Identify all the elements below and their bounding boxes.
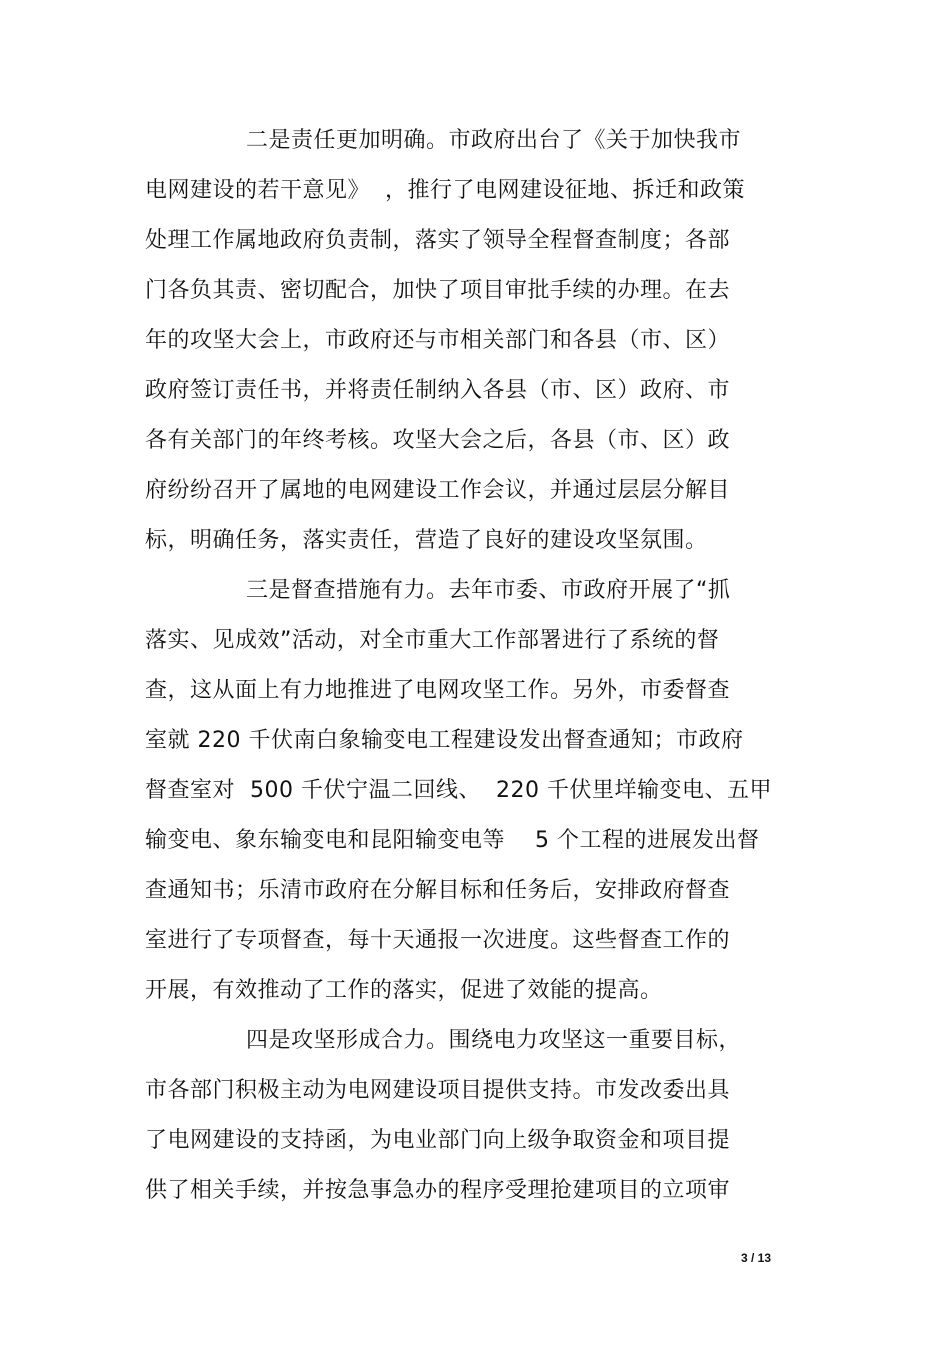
paragraph-line: 门各负其责、密切配合，加快了项目审批手续的办理。在去 bbox=[145, 278, 731, 303]
paragraph-line: 了电网建设的支持函，为电业部门向上级争取资金和项目提 bbox=[145, 1128, 731, 1153]
paragraph-line: 三是督查措施有力。去年市委、市政府开展了“抓 bbox=[246, 578, 731, 603]
paragraph-line: 处理工作属地政府负责制，落实了领导全程督查制度；各部 bbox=[145, 228, 731, 253]
page-number: 3 / 13 bbox=[741, 1251, 772, 1265]
paragraph-line: 二是责任更加明确。市政府出台了《关于加快我市 bbox=[246, 128, 742, 153]
paragraph-line: 查通知书；乐清市政府在分解目标和任务后，安排政府督查 bbox=[145, 878, 731, 903]
paragraph-line: 查，这从面上有力地推进了电网攻坚工作。另外，市委督查 bbox=[145, 678, 731, 703]
paragraph-line: 督查室对 500 千伏宁温二回线、 220 千伏里垟输变电、五甲 bbox=[145, 778, 772, 803]
paragraph-line: 输变电、象东输变电和昆阳输变电等 5 个工程的进展发出督 bbox=[145, 828, 760, 853]
paragraph-line: 标，明确任务，落实责任，营造了良好的建设攻坚氛围。 bbox=[145, 528, 708, 553]
paragraph-line: 电网建设的若干意见》 ，推行了电网建设征地、拆迁和政策 bbox=[145, 178, 745, 203]
paragraph-line: 开展，有效推动了工作的落实，促进了效能的提高。 bbox=[145, 978, 663, 1003]
paragraph-line: 年的攻坚大会上，市政府还与市相关部门和各县（市、区） bbox=[145, 328, 731, 353]
paragraph-line: 室就 220 千伏南白象输变电工程建设发出督查通知；市政府 bbox=[145, 728, 744, 753]
paragraph-line: 四是攻坚形成合力。围绕电力攻坚这一重要目标， bbox=[246, 1028, 742, 1053]
paragraph-line: 各有关部门的年终考核。攻坚大会之后，各县（市、区）政 bbox=[145, 428, 731, 453]
paragraph-line: 政府签订责任书，并将责任制纳入各县（市、区）政府、市 bbox=[145, 378, 731, 403]
paragraph-line: 落实、见成效”活动，对全市重大工作部署进行了系统的督 bbox=[145, 628, 720, 653]
paragraph-line: 室进行了专项督查，每十天通报一次进度。这些督查工作的 bbox=[145, 928, 731, 953]
paragraph-line: 府纷纷召开了属地的电网建设工作会议，并通过层层分解目 bbox=[145, 478, 731, 503]
paragraph-line: 市各部门积极主动为电网建设项目提供支持。市发改委出具 bbox=[145, 1078, 731, 1103]
paragraph-line: 供了相关手续，并按急事急办的程序受理抢建项目的立项审 bbox=[145, 1178, 731, 1203]
